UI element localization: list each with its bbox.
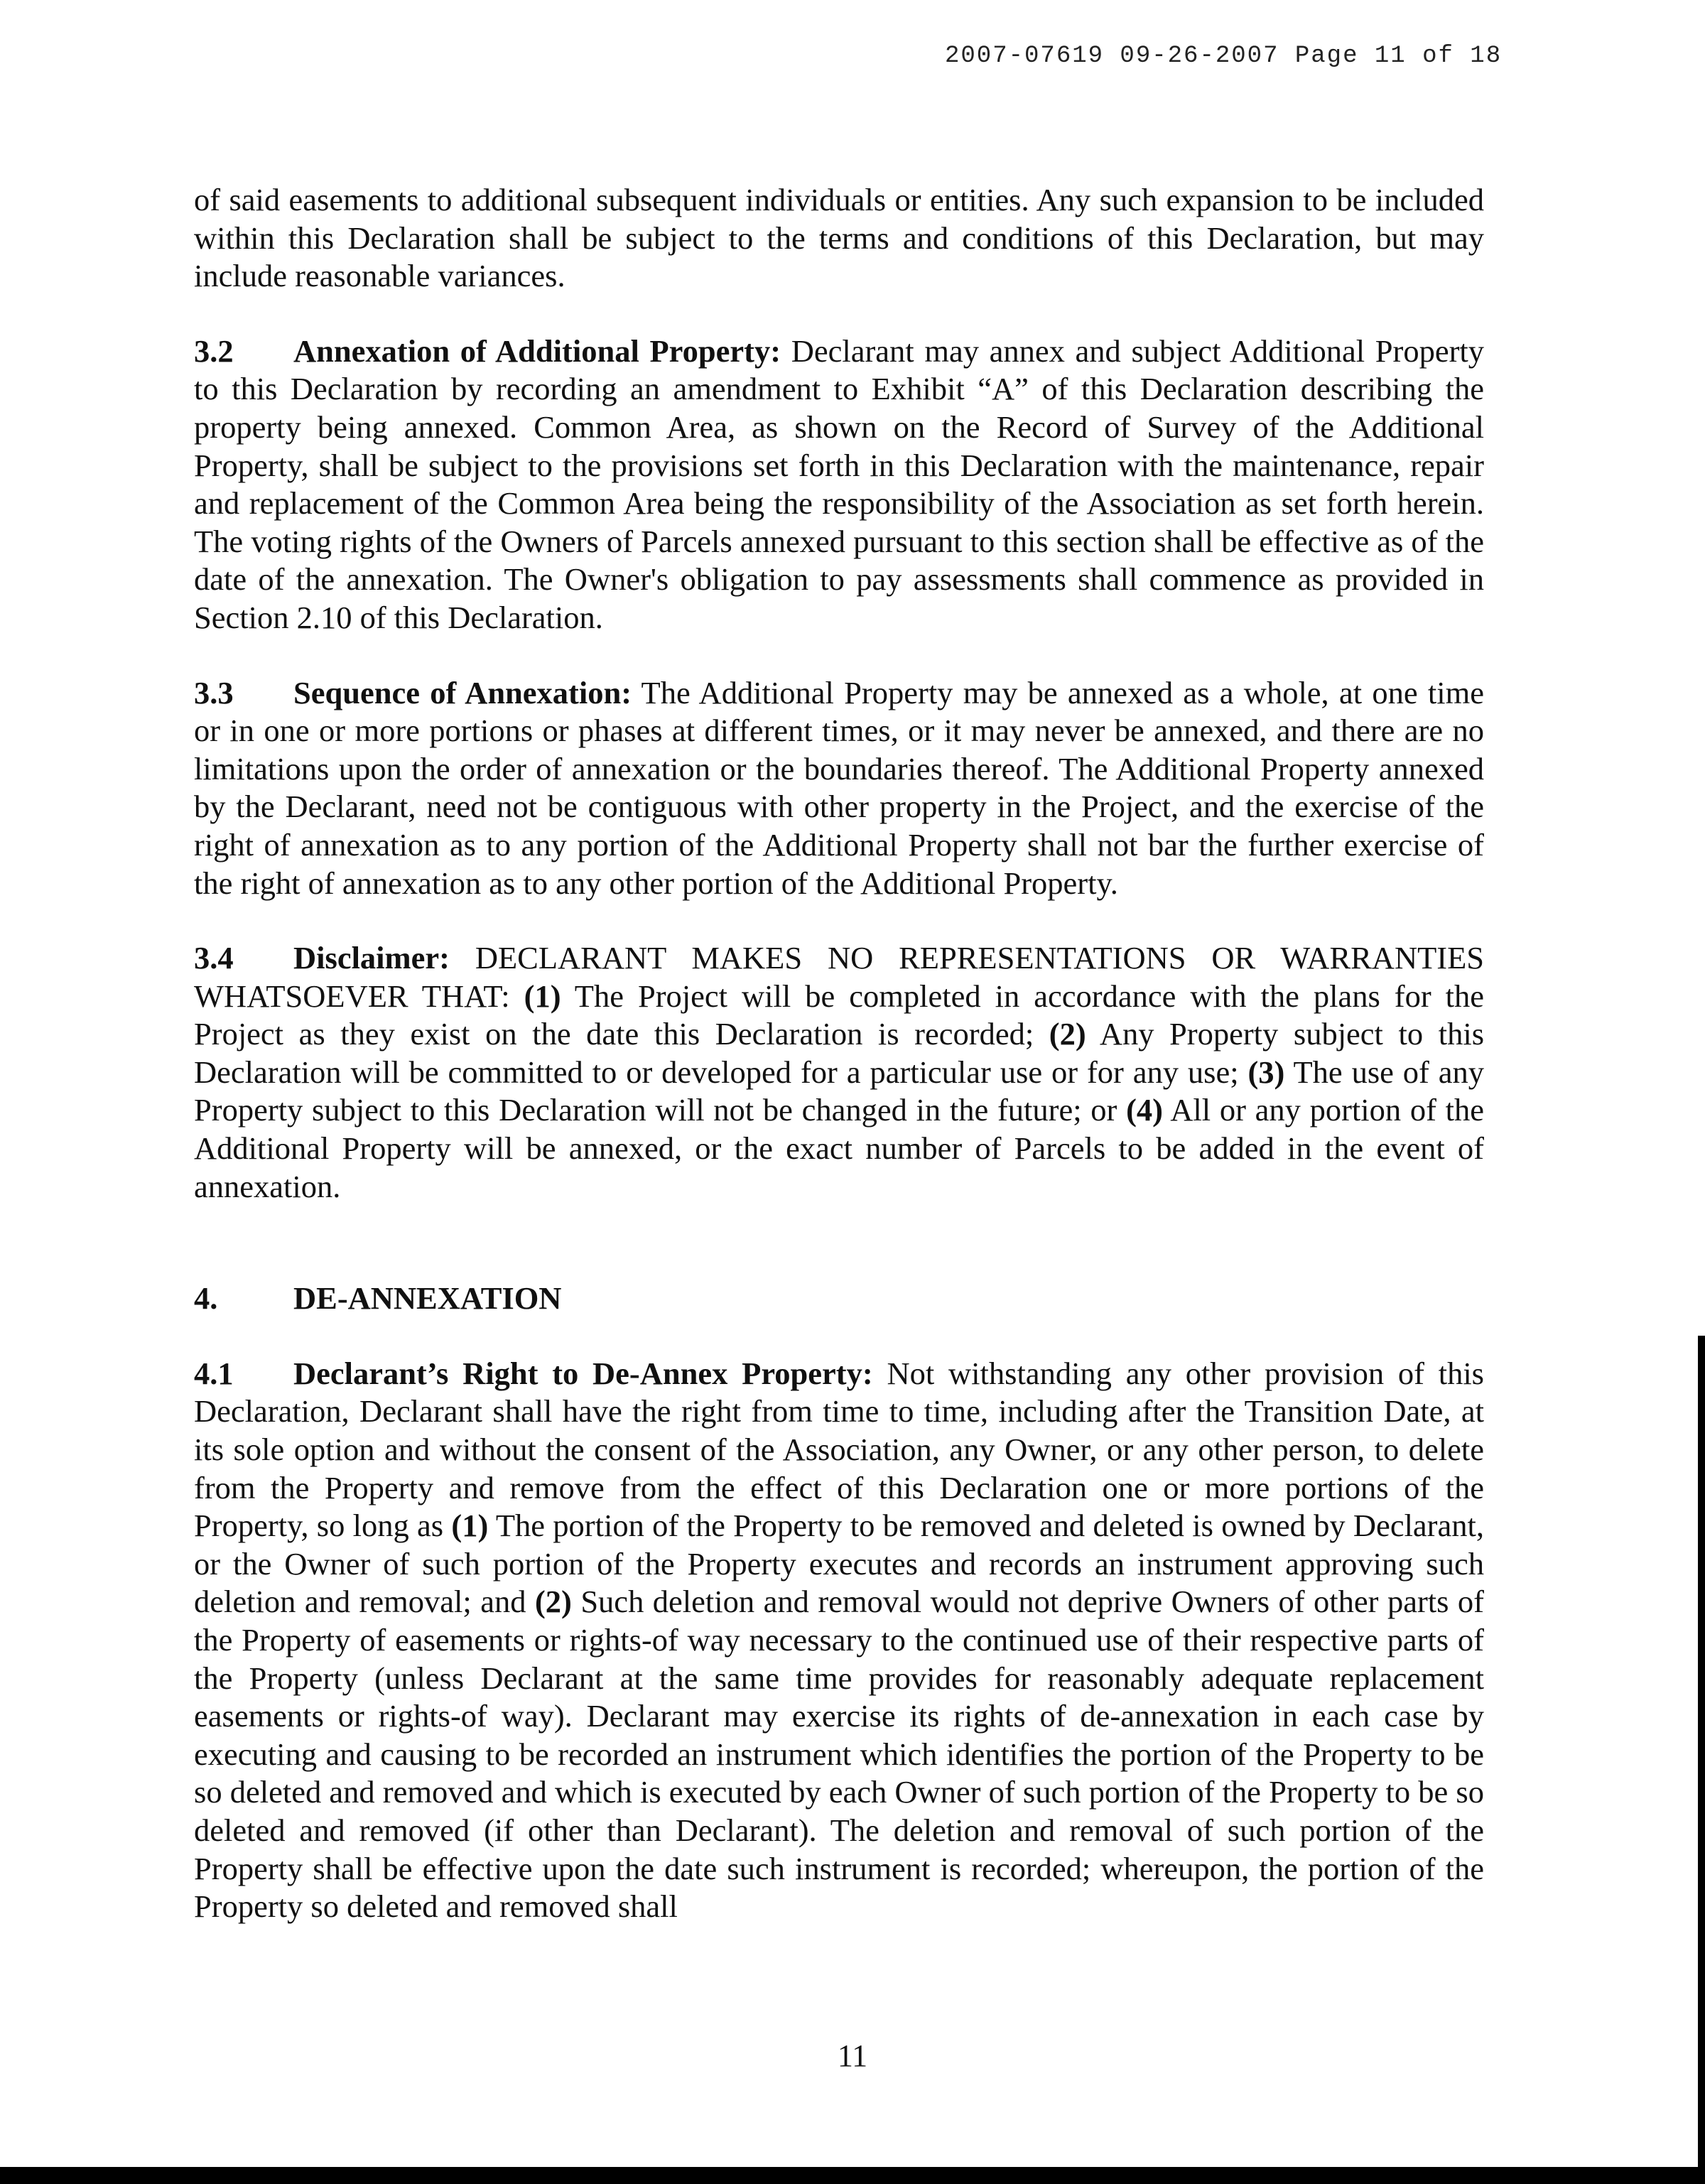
section-title: DE-ANNEXATION	[293, 1280, 562, 1317]
section-4-heading	[194, 1280, 1484, 1318]
section-number: 4.	[194, 1280, 218, 1317]
section-title: Disclaimer:	[293, 940, 450, 976]
section-number: 3.3	[194, 674, 234, 710]
section-title: Annexation of Additional Property:	[293, 333, 781, 369]
item-marker-2: (2)	[534, 1584, 572, 1620]
item-text-1: The portion of the Property to be removed and deleted is owned by Declarant, or the Owner of such portion of the Property executes and records an instrument approving such deletion and removal; and	[194, 1508, 1484, 1620]
section-title: Declarant’s Right to De-Annex Property:	[293, 1355, 873, 1391]
item-marker-1: (1)	[524, 978, 561, 1014]
item-text-1: The Project will be completed in accordance with the plans for the Project as they exist on the date this Declaration is recorded;	[194, 978, 1485, 1052]
section-text: The Additional Property may be annexed as a whole, at one time or in one or more portions or phases at different times, or it may never be annexed, and there are no limitations upon the order of annexation or the boundaries thereof. The Additional Property annexed by the Declarant, need not be contiguous with other property in the Project, and the exercise of the right of annexation as to any portion of the Additional Property shall not bar the further exercise of the right of annexation as to any other portion of the Additional Property.	[194, 674, 1484, 901]
item-marker-4: (4)	[1126, 1092, 1163, 1128]
item-text-2: Any Property subject to this Declaration will be committed to or developed for a particular use or for any use;	[194, 1016, 1485, 1090]
section-3-2	[194, 333, 1484, 637]
item-text-4: All or any portion of the Additional Property will be annexed, or the exact number of Parcels to be added in the event of annexation.	[194, 1092, 1484, 1204]
intro-text: of said easements to additional subsequent individuals or entities. Any such expansion to be included within this Declaration shall be subject to the terms and conditions of this Declaration, but may include reasonable variances.	[194, 182, 1484, 294]
section-3-4	[194, 939, 1484, 1206]
section-number: 3.2	[194, 333, 234, 369]
section-number: 4.1	[194, 1355, 234, 1391]
fax-header-line: 2007-07619 09-26-2007 Page 11 of 18	[945, 43, 1503, 70]
scan-edge-right	[1698, 1336, 1705, 2184]
document-body	[194, 181, 1484, 1963]
section-4-1	[194, 1355, 1484, 1926]
page-number: 11	[837, 2038, 868, 2073]
section-number: 3.4	[194, 940, 234, 976]
item-text-3: The use of any Property subject to this Declaration will not be changed in the future; or	[194, 1054, 1485, 1128]
section-text-intro: Not withstanding any other provision of this Declaration, Declarant shall have the right from time to time, including after the Transition Date, at its sole option and without the consent of the Association, any Owner, or any other person, to delete from the Property and remove from the effect of this Declaration one or more portions of the Property, so long as	[194, 1355, 1485, 1544]
item-text-2: Such deletion and removal would not deprive Owners of other parts of the Property of easements or rights-of way necessary to the continued use of their respective parts of the Property (unless Declarant at the same time provides for reasonably adequate replacement easements or rights-of way). Declarant may exercise its rights of de-annexation in each case by executing and causing to be recorded an instrument which identifies the portion of the Property to be so deleted and removed and which is executed by each Owner of such portion of the Property to be so deleted and removed (if other than Declarant). The deletion and removal of such portion of the Property shall be effective upon the date such instrument is recorded; whereupon, the portion of the Property so deleted and removed shall	[194, 1584, 1485, 1925]
section-3-3	[194, 674, 1484, 903]
item-marker-1: (1)	[451, 1508, 489, 1544]
scan-edge-bottom	[0, 2167, 1705, 2184]
section-title: Sequence of Annexation:	[293, 674, 632, 710]
item-marker-3: (3)	[1247, 1054, 1285, 1090]
intro-paragraph	[194, 181, 1484, 296]
item-marker-2: (2)	[1049, 1016, 1086, 1052]
section-text: Declarant may annex and subject Additional Property to this Declaration by recording an amendment to Exhibit “A” of this Declaration describing the property being annexed. Common Area, as shown on the Record of Survey of the Additional Property, shall be subject to the provisions set forth in this Declaration with the maintenance, repair and replacement of the Common Area being the responsibility of the Association as set forth herein. The voting rights of the Owners of Parcels annexed pursuant to this section shall be effective as of the date of the annexation. The Owner's obligation to pay assessments shall commence as provided in Section 2.10 of this Declaration.	[194, 333, 1485, 635]
disclaimer-lead: DECLARANT MAKES NO REPRESENTATIONS OR WARRANTIES WHATSOEVER THAT:	[194, 940, 1485, 1014]
